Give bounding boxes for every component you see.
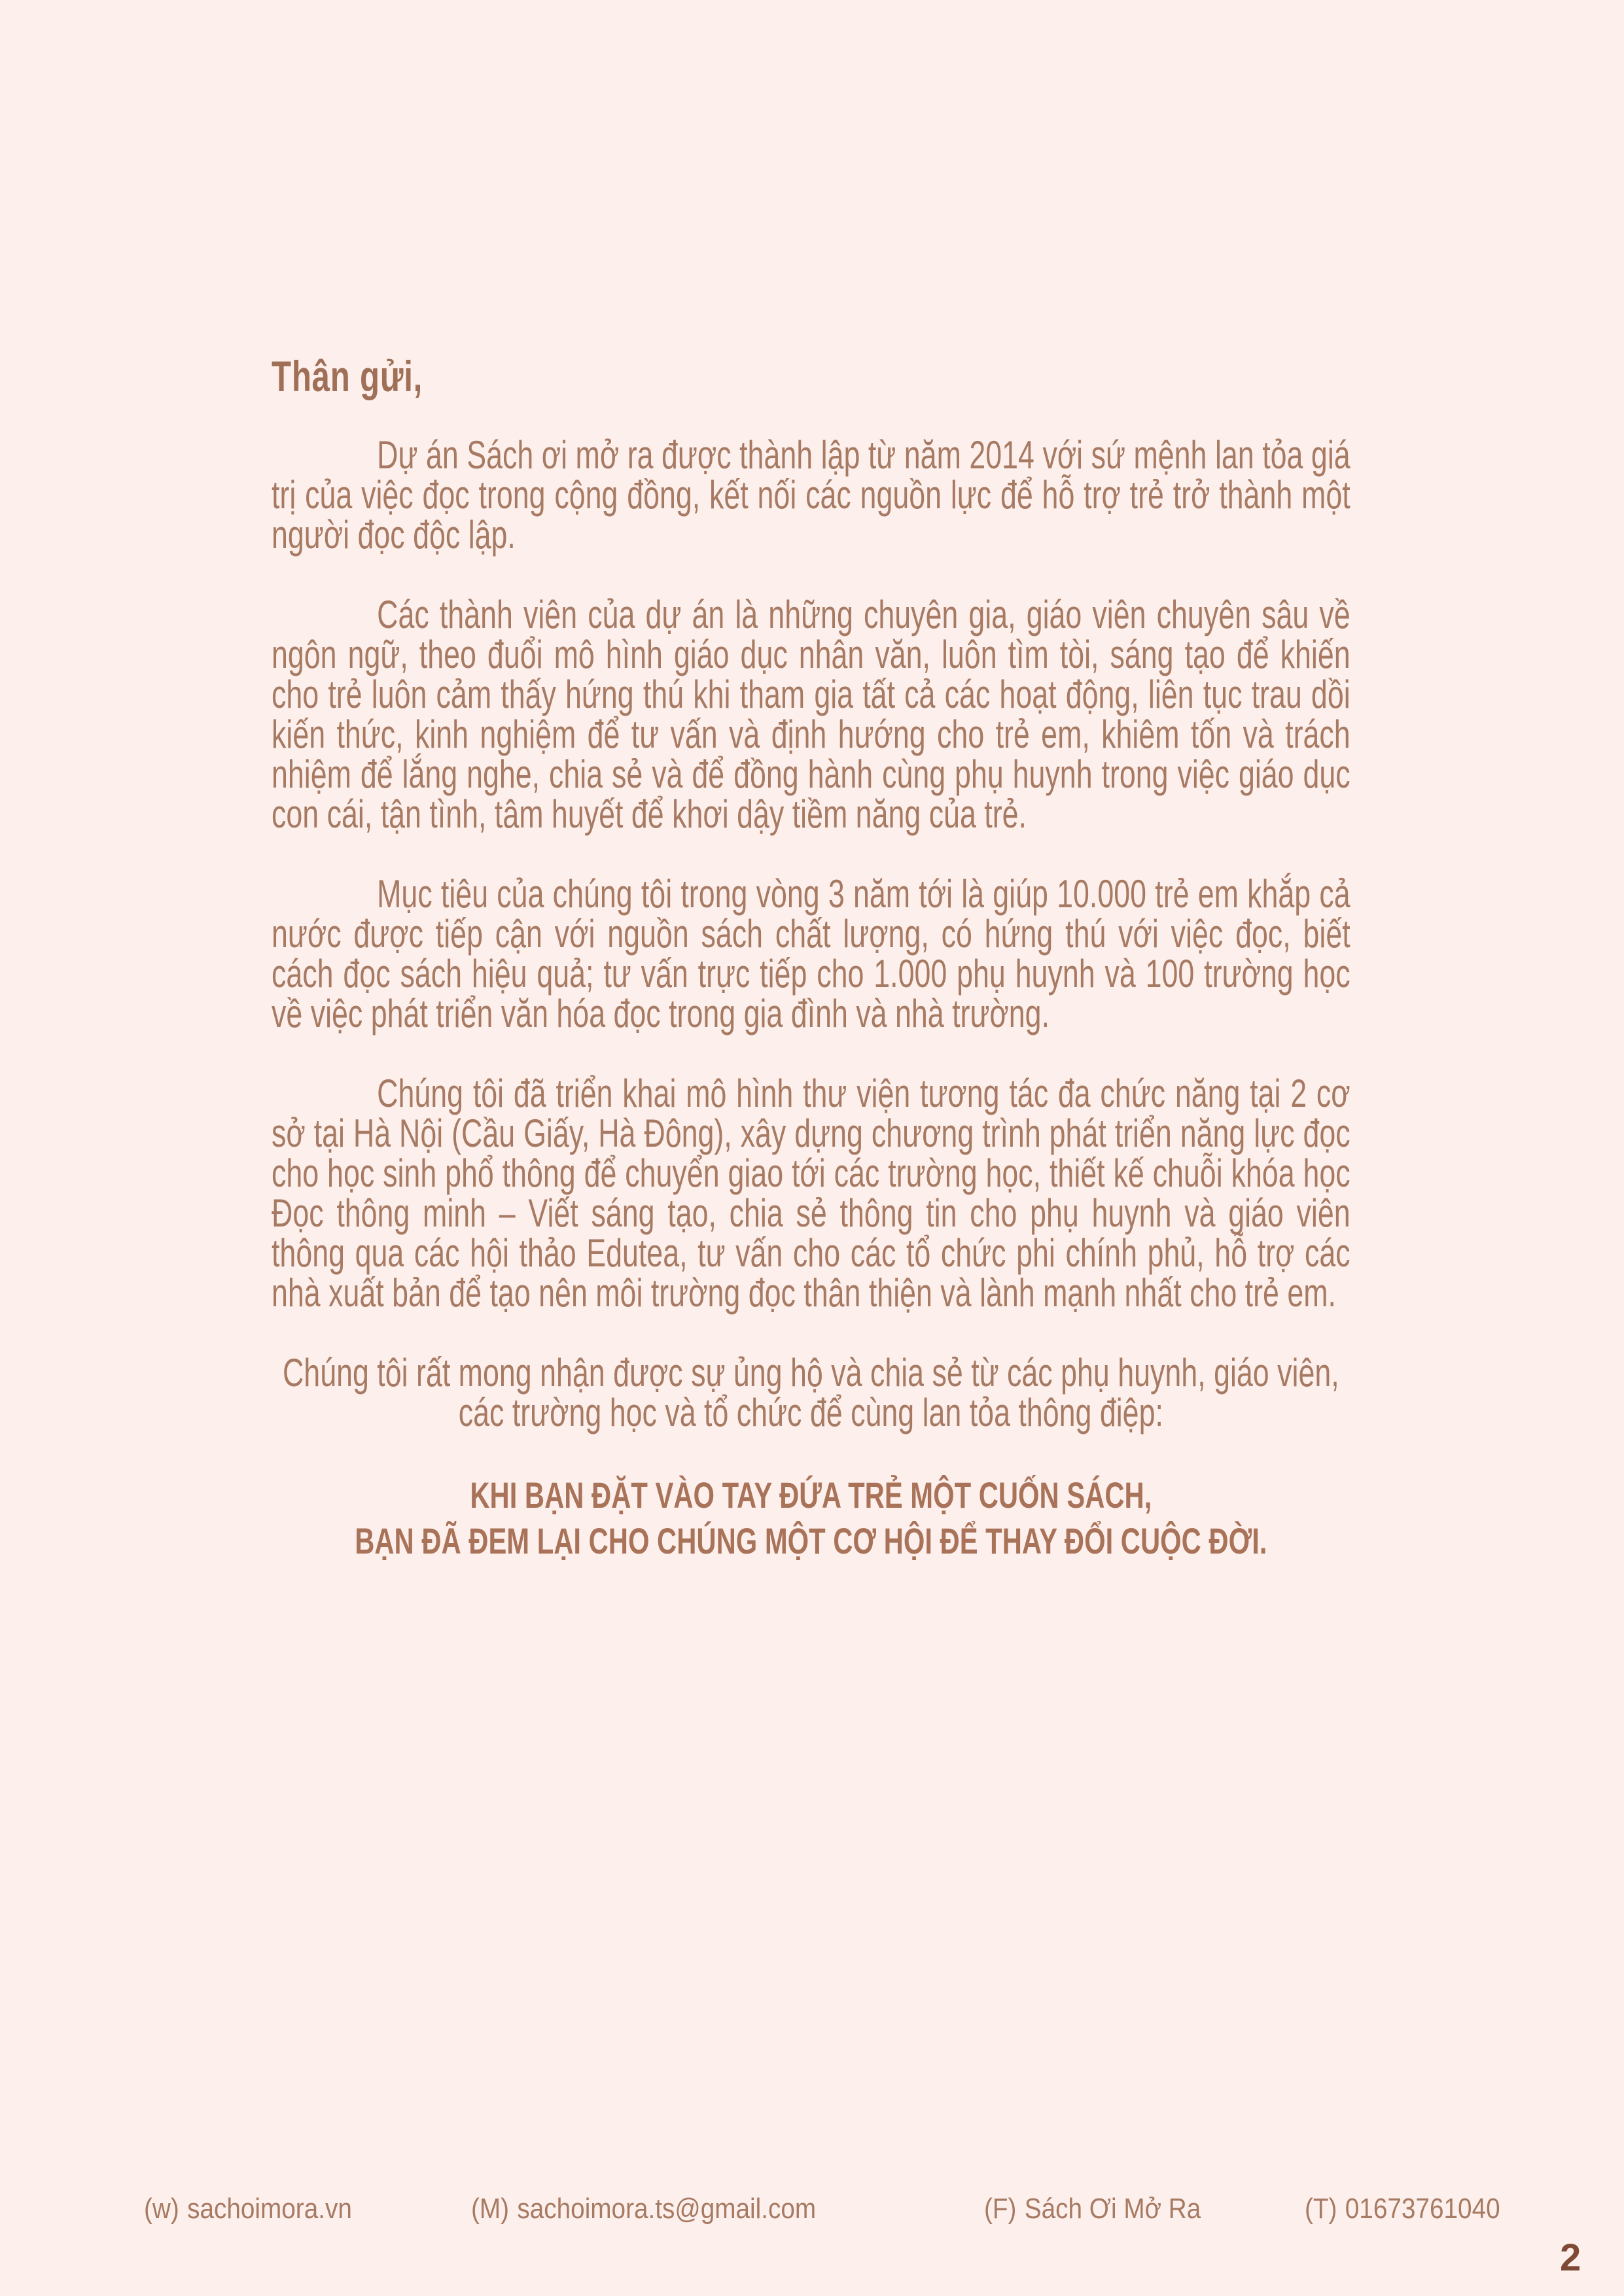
facebook-value: Sách Ơi Mở Ra — [1024, 2193, 1201, 2225]
paragraph-activities: Chúng tôi đã triển khai mô hình thư viện tương tác đa chức năng tại 2 cơ sở tại Hà Nội (Cầu Giấy, Hà Đông), xây dựng chương trình phát triển năng lực đọc cho học sinh phổ thông để chuyển giao tới các trường học, thiết kế chuỗi khóa học Đọc thông minh – Viết sáng tạo, chia sẻ thông tin cho phụ huynh và giáo viên thông qua các hội thảo Edutea, tư vấn cho các tổ chức phi chính phủ, hỗ trợ các nhà xuất bản để tạo nên môi trường đọc thân thiện và lành mạnh nhất cho trẻ em. — [272, 1071, 1350, 1315]
footer-phone — [1305, 2193, 1500, 2225]
letter-body — [272, 353, 1350, 1564]
salutation-heading: Thân gửi, — [272, 352, 423, 400]
paragraph-intro: Dự án Sách ơi mở ra được thành lập từ năm 2014 với sứ mệnh lan tỏa giá trị của việc đọc trong cộng đồng, kết nối các nguồn lực để hỗ trợ trẻ trở thành một người đọc độc lập. — [272, 433, 1350, 557]
website-prefix: (w) — [144, 2193, 179, 2225]
phone-prefix: (T) — [1305, 2193, 1337, 2225]
paragraph-members: Các thành viên của dự án là những chuyên gia, giáo viên chuyên sâu về ngôn ngữ, theo đuổi mô hình giáo dục nhân văn, luôn tìm tòi, sáng tạo để khiến cho trẻ luôn cảm thấy hứng thú khi tham gia tất cả các hoạt động, liên tục trau dồi kiến thức, kinh nghiệm để tư vấn và định hướng cho trẻ em, khiêm tốn và trách nhiệm để lắng nghe, chia sẻ và để đồng hành cùng phụ huynh trong việc giáo dục con cái, tận tình, tâm huyết để khơi dậy tiềm năng của trẻ. — [272, 593, 1350, 836]
facebook-prefix: (F) — [984, 2193, 1017, 2225]
email-value: sachoimora.ts@gmail.com — [517, 2193, 817, 2225]
key-message-line-2: BẠN ĐÃ ĐEM LẠI CHO CHÚNG MỘT CƠ HỘI ĐỂ THAY ĐỔI CUỘC ĐỜI. — [355, 1520, 1267, 1561]
paragraph-goals: Mục tiêu của chúng tôi trong vòng 3 năm tới là giúp 10.000 trẻ em khắp cả nước được tiếp cận với nguồn sách chất lượng, có hứng thú với việc đọc, biết cách đọc sách hiệu quả; tư vấn trực tiếp cho 1.000 phụ huynh và 100 trường học về việc phát triển văn hóa đọc trong gia đình và nhà trường. — [272, 872, 1350, 1035]
email-prefix: (M) — [471, 2193, 510, 2225]
page-number: 2 — [1560, 2236, 1581, 2279]
key-message-line-1: KHI BẠN ĐẶT VÀO TAY ĐỨA TRẺ MỘT CUỐN SÁCH, — [470, 1474, 1152, 1516]
website-value: sachoimora.vn — [187, 2193, 352, 2225]
footer-facebook — [984, 2193, 1201, 2225]
footer-email — [471, 2193, 816, 2225]
paragraph-call-to-action: Chúng tôi rất mong nhận được sự ủng hộ và chia sẻ từ các phụ huynh, giáo viên, các trường học và tổ chức để cùng lan tỏa thông điệp: — [282, 1351, 1339, 1435]
key-message — [272, 1472, 1350, 1564]
footer-website — [144, 2193, 352, 2225]
phone-value: 01673761040 — [1345, 2193, 1500, 2225]
